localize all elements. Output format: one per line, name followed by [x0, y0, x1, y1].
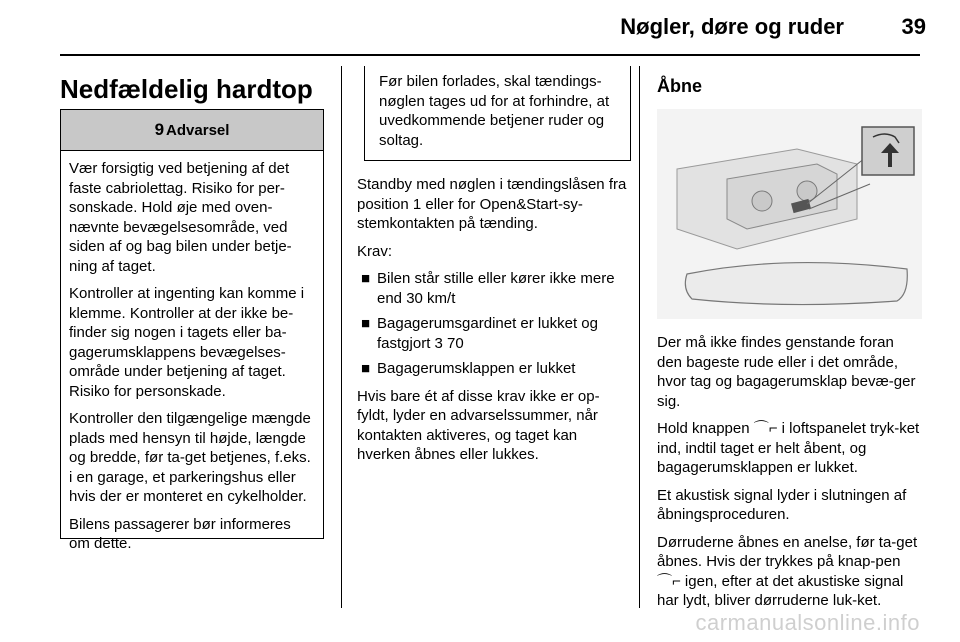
warning-label: Advarsel: [166, 121, 230, 139]
column-2-body: [357, 175, 627, 465]
overhead-console-drawing: [657, 109, 922, 319]
rearview-mirror: [685, 263, 907, 305]
warning-header: [61, 109, 323, 151]
column-divider-2: [639, 66, 640, 608]
bullet-icon: ■: [361, 315, 371, 332]
instruction-paragraph: Dørruderne åbnes en anelse, før ta-get åbnes. Hvis der trykkes på knap-pen ⌒⌐ igen, efter at det akustiske signal har lydt, bliver dørruderne luk-ket.: [657, 533, 918, 609]
page-number: 39: [901, 14, 926, 39]
instruction-paragraph: Der må ikke findes genstande foran den bageste rude eller i det område, hvor tag og bagagerumsklap bevæ-ger sig.: [657, 334, 916, 410]
requirements-list: [357, 269, 627, 379]
warning-body: [61, 151, 323, 554]
note-box: [364, 66, 631, 161]
bullet-icon: ■: [361, 360, 371, 377]
subsection-title: Åbne: [657, 76, 702, 96]
warning-summer-paragraph: Hvis bare ét af disse krav ikke er op-fyldt, lyder en advarselssummer, når kontakten aktiveres, og taget kan hverken åbnes eller lukkes.: [357, 387, 600, 463]
watermark: carmanualsonline.info: [695, 610, 920, 635]
standby-paragraph: Standby med nøglen i tændingslåsen fra position 1 eller for Open&Start-sy-stemkontakten på tænding.: [357, 176, 627, 232]
warning-box: [60, 109, 324, 552]
warning-paragraph: Bilens passagerer bør informeres om dette.: [69, 515, 291, 552]
note-text: Før bilen forlades, skal tændings-nøglen tages ud for at forhindre, at uvedkommende betjener ruder og soltag.: [379, 73, 610, 149]
instruction-paragraph: Et akustisk signal lyder i slutningen af åbningsproceduren.: [657, 486, 907, 523]
list-item: ■ Bagagerumsgardinet er lukket og fastgjort 3 70: [361, 315, 598, 352]
warning-triangle-icon: 9: [154, 120, 165, 139]
requirements-label: Krav:: [357, 242, 393, 260]
column-3: [657, 66, 922, 619]
bullet-icon: ■: [361, 270, 371, 287]
list-item: ■ Bagagerumsklappen er lukket: [361, 360, 576, 377]
list-item: ■ Bilen står stille eller kører ikke mere end 30 km/t: [361, 270, 615, 307]
column-divider-1: [341, 66, 342, 608]
instruction-paragraph: Hold knappen ⌒⌐ i loftspanelet tryk-ket ind, indtil taget er helt åbent, og bagagerumsklappen er lukket.: [657, 420, 920, 476]
header-rule: [60, 54, 920, 56]
warning-paragraph: Kontroller at ingenting kan komme i klemme. Kontroller at der ikke be-finder sig nogen i tagets eller ba-gagerumsklappens bevægelses-område under betjening af taget. Risiko for personskade.: [69, 285, 305, 400]
column-2: [357, 66, 627, 473]
chapter-title: Nøgler, døre og ruder: [620, 14, 844, 39]
section-title: Nedfældelig hardtop: [60, 74, 313, 104]
warning-paragraph: Vær forsigtig ved betjening af det faste cabriolettag. Risiko for per-sonskade. Hold øje med oven-nævnte bevægelsesområde, ved siden af og bag bilen under betje-ning af taget.: [69, 160, 292, 275]
roof-control-illustration: [657, 109, 922, 319]
warning-paragraph: Kontroller den tilgængelige mængde plads med hensyn til højde, længde og bredde, før ta-get betjenes, f.eks. i en garage, et parkeringshus eller hvis der er monteret en cykelholder.: [69, 410, 311, 505]
page-header: [0, 0, 960, 56]
